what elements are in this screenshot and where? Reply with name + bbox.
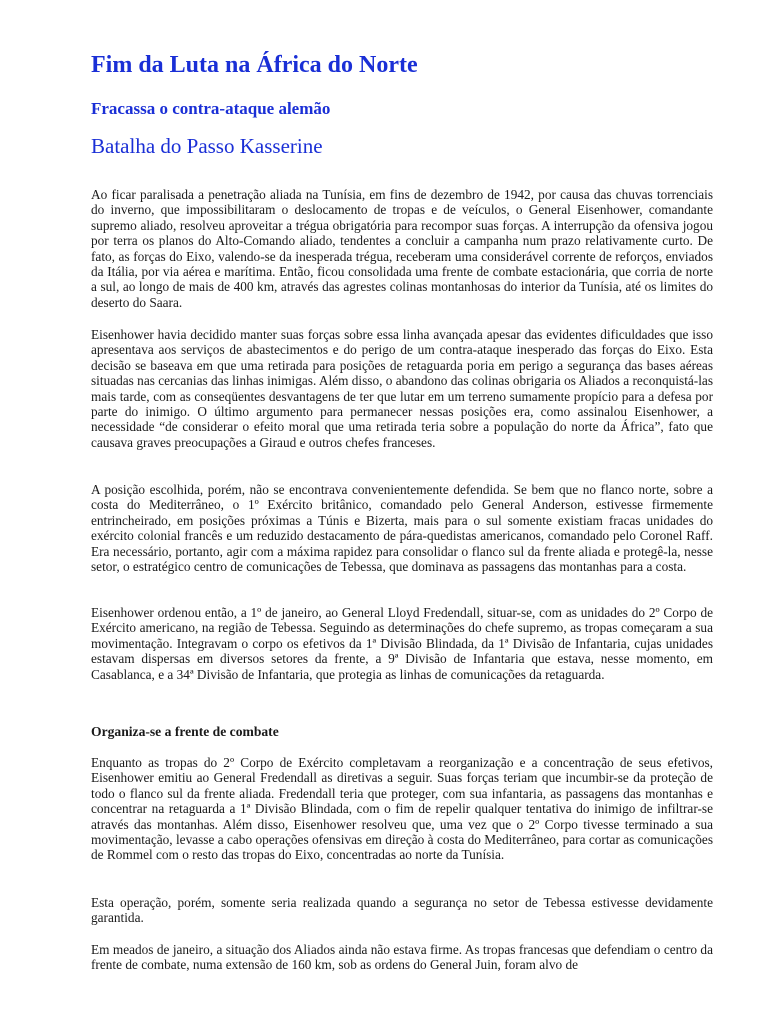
paragraph-7: Em meados de janeiro, a situação dos Aliados ainda não estava firme. As tropas francesas que defendiam o centro da frente de combate, numa extensão de 160 km, sob as ordens do General Juin, foram alvo de	[91, 942, 713, 973]
paragraph-3: A posição escolhida, porém, não se encontrava convenientemente defendida. Se bem que no flanco norte, sobre a costa do Mediterrâneo, o 1º Exército britânico, comandado pelo General Anderson, estivesse firmemente entrincheirado, em posições próximas a Túnis e Bizerta, mais para o sul somente existiam fracas unidades do exército colonial francês e um reduzido destacamento de pára-quedistas americanos, comandado pelo Coronel Raff. Era necessário, portanto, agir com a máxima rapidez para consolidar o flanco sul da frente aliada e protegê-la, nesse setor, o estratégico centro de comunicações de Tebessa, que dominava as passagens das montanhas para a costa.	[91, 482, 713, 575]
subheading: Organiza-se a frente de combate	[91, 724, 279, 739]
paragraph-5: Enquanto as tropas do 2º Corpo de Exército completavam a reorganização e a concentração de seus efetivos, Eisenhower emitiu ao General Fredendall as diretivas a seguir. Suas forças teriam que incumbir-se da proteção de todo o flanco sul da frente aliada. Fredendall teria que proteger, com sua infantaria, as passagens das montanhas e concentrar na retaguarda a 1ª Divisão Blindada, com o fim de repelir qualquer tentativa do inimigo de infiltrar-se através das montanhas. Além disso, Eisenhower resolveu que, uma vez que o 2º Corpo tivesse terminado a sua movimentação, levasse a cabo operações ofensivas em direção à costa do Mediterrâneo, para cortar as comunicações de Rommel com o resto das tropas do Eixo, concentradas ao norte da Tunísia.	[91, 755, 713, 863]
page-subtitle: Fracassa o contra-ataque alemão	[91, 99, 331, 118]
paragraph-2: Eisenhower havia decidido manter suas forças sobre essa linha avançada apesar das evidentes dificuldades que isso apresentava aos serviços de abastecimentos e do perigo de um contra-ataque inesperado das forças do Eixo. Esta decisão se baseava em que uma retirada para posições de retaguarda poria em perigo a segurança das bases aéreas situadas nas cercanias das linhas inimigas. Além disso, o abandono das colinas obrigaria os Aliados a reconquistá-las mais tarde, com as conseqüentes desvantagens de ter que lutar em um terreno sumamente propício para a defesa por parte do inimigo. O último argumento para permanecer nessas posições era, como assinalou Eisenhower, a necessidade “de considerar o efeito moral que uma retirada teria sobre a população do norte da África”, fato que causava graves preocupações a Giraud e outros chefes franceses.	[91, 327, 713, 450]
page-title: Fim da Luta na África do Norte	[91, 52, 418, 78]
section-title: Batalha do Passo Kasserine	[91, 134, 323, 158]
paragraph-6: Esta operação, porém, somente seria realizada quando a segurança no setor de Tebessa estivesse devidamente garantida.	[91, 895, 713, 926]
paragraph-4: Eisenhower ordenou então, a 1º de janeiro, ao General Lloyd Fredendall, situar-se, com as unidades do 2º Corpo de Exército americano, na região de Tebessa. Seguindo as determinações do chefe supremo, as tropas começaram a sua movimentação. Integravam o corpo os efetivos da 1ª Divisão Blindada, da 1ª Divisão de Infantaria, cujas unidades estavam dispersas em diversos setores da frente, a 9ª Divisão de Infantaria que estava, nesse momento, em Casablanca, e a 34ª Divisão de Infantaria, que protegia as linhas de comunicações da retaguarda.	[91, 605, 713, 682]
paragraph-1: Ao ficar paralisada a penetração aliada na Tunísia, em fins de dezembro de 1942, por causa das chuvas torrenciais do inverno, que impossibilitaram o deslocamento de tropas e de veículos, o General Eisenhower, comandante supremo aliado, resolveu aproveitar a trégua obrigatória para recompor suas forças. A interrupção da ofensiva jogou por terra os planos do Alto-Comando aliado, tendentes a concluir a campanha num prazo relativamente curto. De fato, as forças do Eixo, valendo-se da inesperada trégua, receberam uma considerável corrente de reforços, enviados da Itália, por via aérea e marítima. Então, ficou consolidada uma frente de combate estacionária, que corria de norte a sul, ao longo de mais de 400 km, através das agrestes colinas montanhosas do interior da Tunísia, até os limites do deserto do Saara.	[91, 187, 713, 310]
